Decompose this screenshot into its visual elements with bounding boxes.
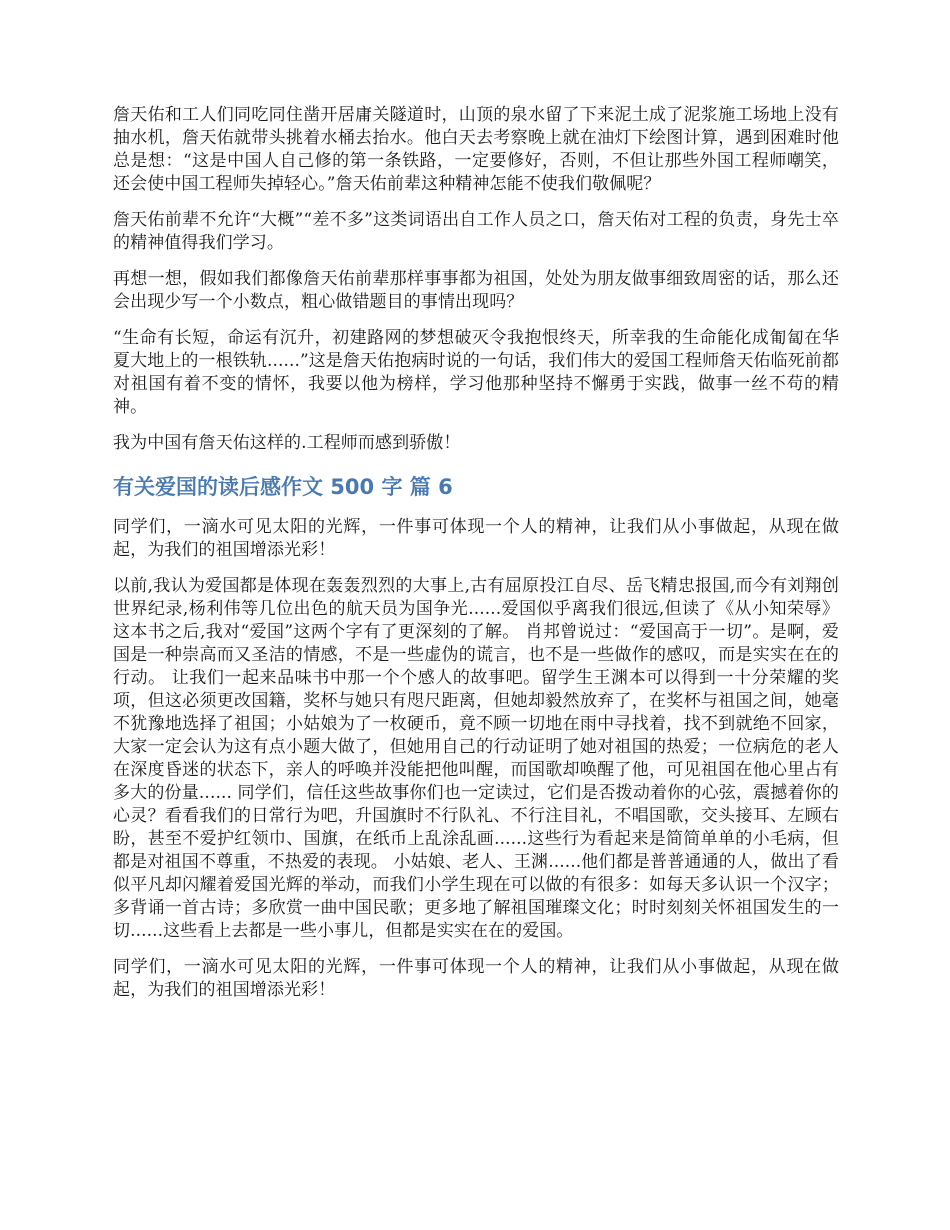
paragraph: 同学们，一滴水可见太阳的光辉，一件事可体现一个人的精神，让我们从小事做起，从现在做起，为我们的祖国增添光彩！ xyxy=(113,517,839,560)
paragraph: 以前,我认为爱国都是体现在轰轰烈烈的大事上,古有屈原投江自尽、岳飞精忠报国,而今有刘翔创世界纪录,杨利伟等几位出色的航天员为国争光......爱国似乎离我们很远,但读了《从小知荣辱》这本书之后,我对“爱国”这两个字有了更深刻的了解。 肖邦曾说过：“爱国高于一切”。是啊，爱国是一种崇高而又圣洁的情感，不是一些虚伪的谎言，也不是一些做作的感叹，而是实实在在的行动。 让我们一起来品味书中那一个个感人的故事吧。留学生王渊本可以得到一十分荣耀的奖项，但这必须更改国籍，奖杯与她只有咫尺距离，但她却毅然放弃了，在奖杯与祖国之间，她毫不犹豫地选择了祖国；小姑娘为了一枚硬币，竟不顾一切地在雨中寻找着，找不到就绝不回家，大家一定会认为这有点小题大做了，但她用自己的行动证明了她对祖国的热爱；一位病危的老人在深度昏迷的状态下，亲人的呼唤并没能把他叫醒，而国歌却唤醒了他，可见祖国在他心里占有多大的份量...... 同学们，信任这些故事你们也一定读过，它们是否拨动着你的心弦，震撼着你的心灵？看看我们的日常行为吧，升国旗时不行队礼、不行注目礼，不唱国歌，交头接耳、左顾右盼，甚至不爱护红领巾、国旗，在纸币上乱涂乱画......这些行为看起来是简简单单的小毛病，但都是对祖国不尊重，不热爱的表现。 小姑娘、老人、王渊......他们都是普普通通的人，做出了看似平凡却闪耀着爱国光辉的举动，而我们小学生现在可以做的有很多：如每天多认识一个汉字；多背诵一首古诗；多欣赏一曲中国民歌；更多地了解祖国璀璨文化；时时刻刻关怀祖国发生的一切......这些看上去都是一些小事儿，但都是实实在在的爱国。 xyxy=(113,576,839,941)
section-heading: 有关爱国的读后感作文 500 字 篇 6 xyxy=(113,475,453,499)
paragraph: 詹天佑前辈不允许“大概”“差不多”这类词语出自工作人员之口，詹天佑对工程的负责，身先士卒的精神值得我们学习。 xyxy=(113,210,839,253)
paragraph: 詹天佑和工人们同吃同住凿开居庸关隧道时，山顶的泉水留了下来泥土成了泥浆施工场地上没有抽水机，詹天佑就带头挑着水桶去抬水。他白天去考察晚上就在油灯下绘图计算，遇到困难时他总是想：“这是中国人自己修的第一条铁路，一定要修好，否则，不但让那些外国工程师嘲笑，还会使中国工程师失掉轻心。”詹天佑前辈这种精神怎能不使我们敬佩呢？ xyxy=(113,105,839,194)
paragraph: 同学们，一滴水可见太阳的光辉，一件事可体现一个人的精神，让我们从小事做起，从现在做起，为我们的祖国增添光彩！ xyxy=(113,957,839,1000)
paragraph: 再想一想，假如我们都像詹天佑前辈那样事事都为祖国，处处为朋友做事细致周密的话，那么还会出现少写一个小数点，粗心做错题目的事情出现吗？ xyxy=(113,269,839,312)
paragraph: 我为中国有詹天佑这样的.工程师而感到骄傲！ xyxy=(113,433,461,453)
paragraph: “生命有长短，命运有沉升，初建路网的梦想破灭令我抱恨终天，所幸我的生命能化成匍匐在华夏大地上的一根铁轨......”这是詹天佑抱病时说的一句话，我们伟大的爱国工程师詹天佑临死前都对祖国有着不变的情怀，我要以他为榜样，学习他那种坚持不懈勇于实践，做事一丝不苟的精神。 xyxy=(113,328,839,417)
document-page xyxy=(113,104,839,1015)
